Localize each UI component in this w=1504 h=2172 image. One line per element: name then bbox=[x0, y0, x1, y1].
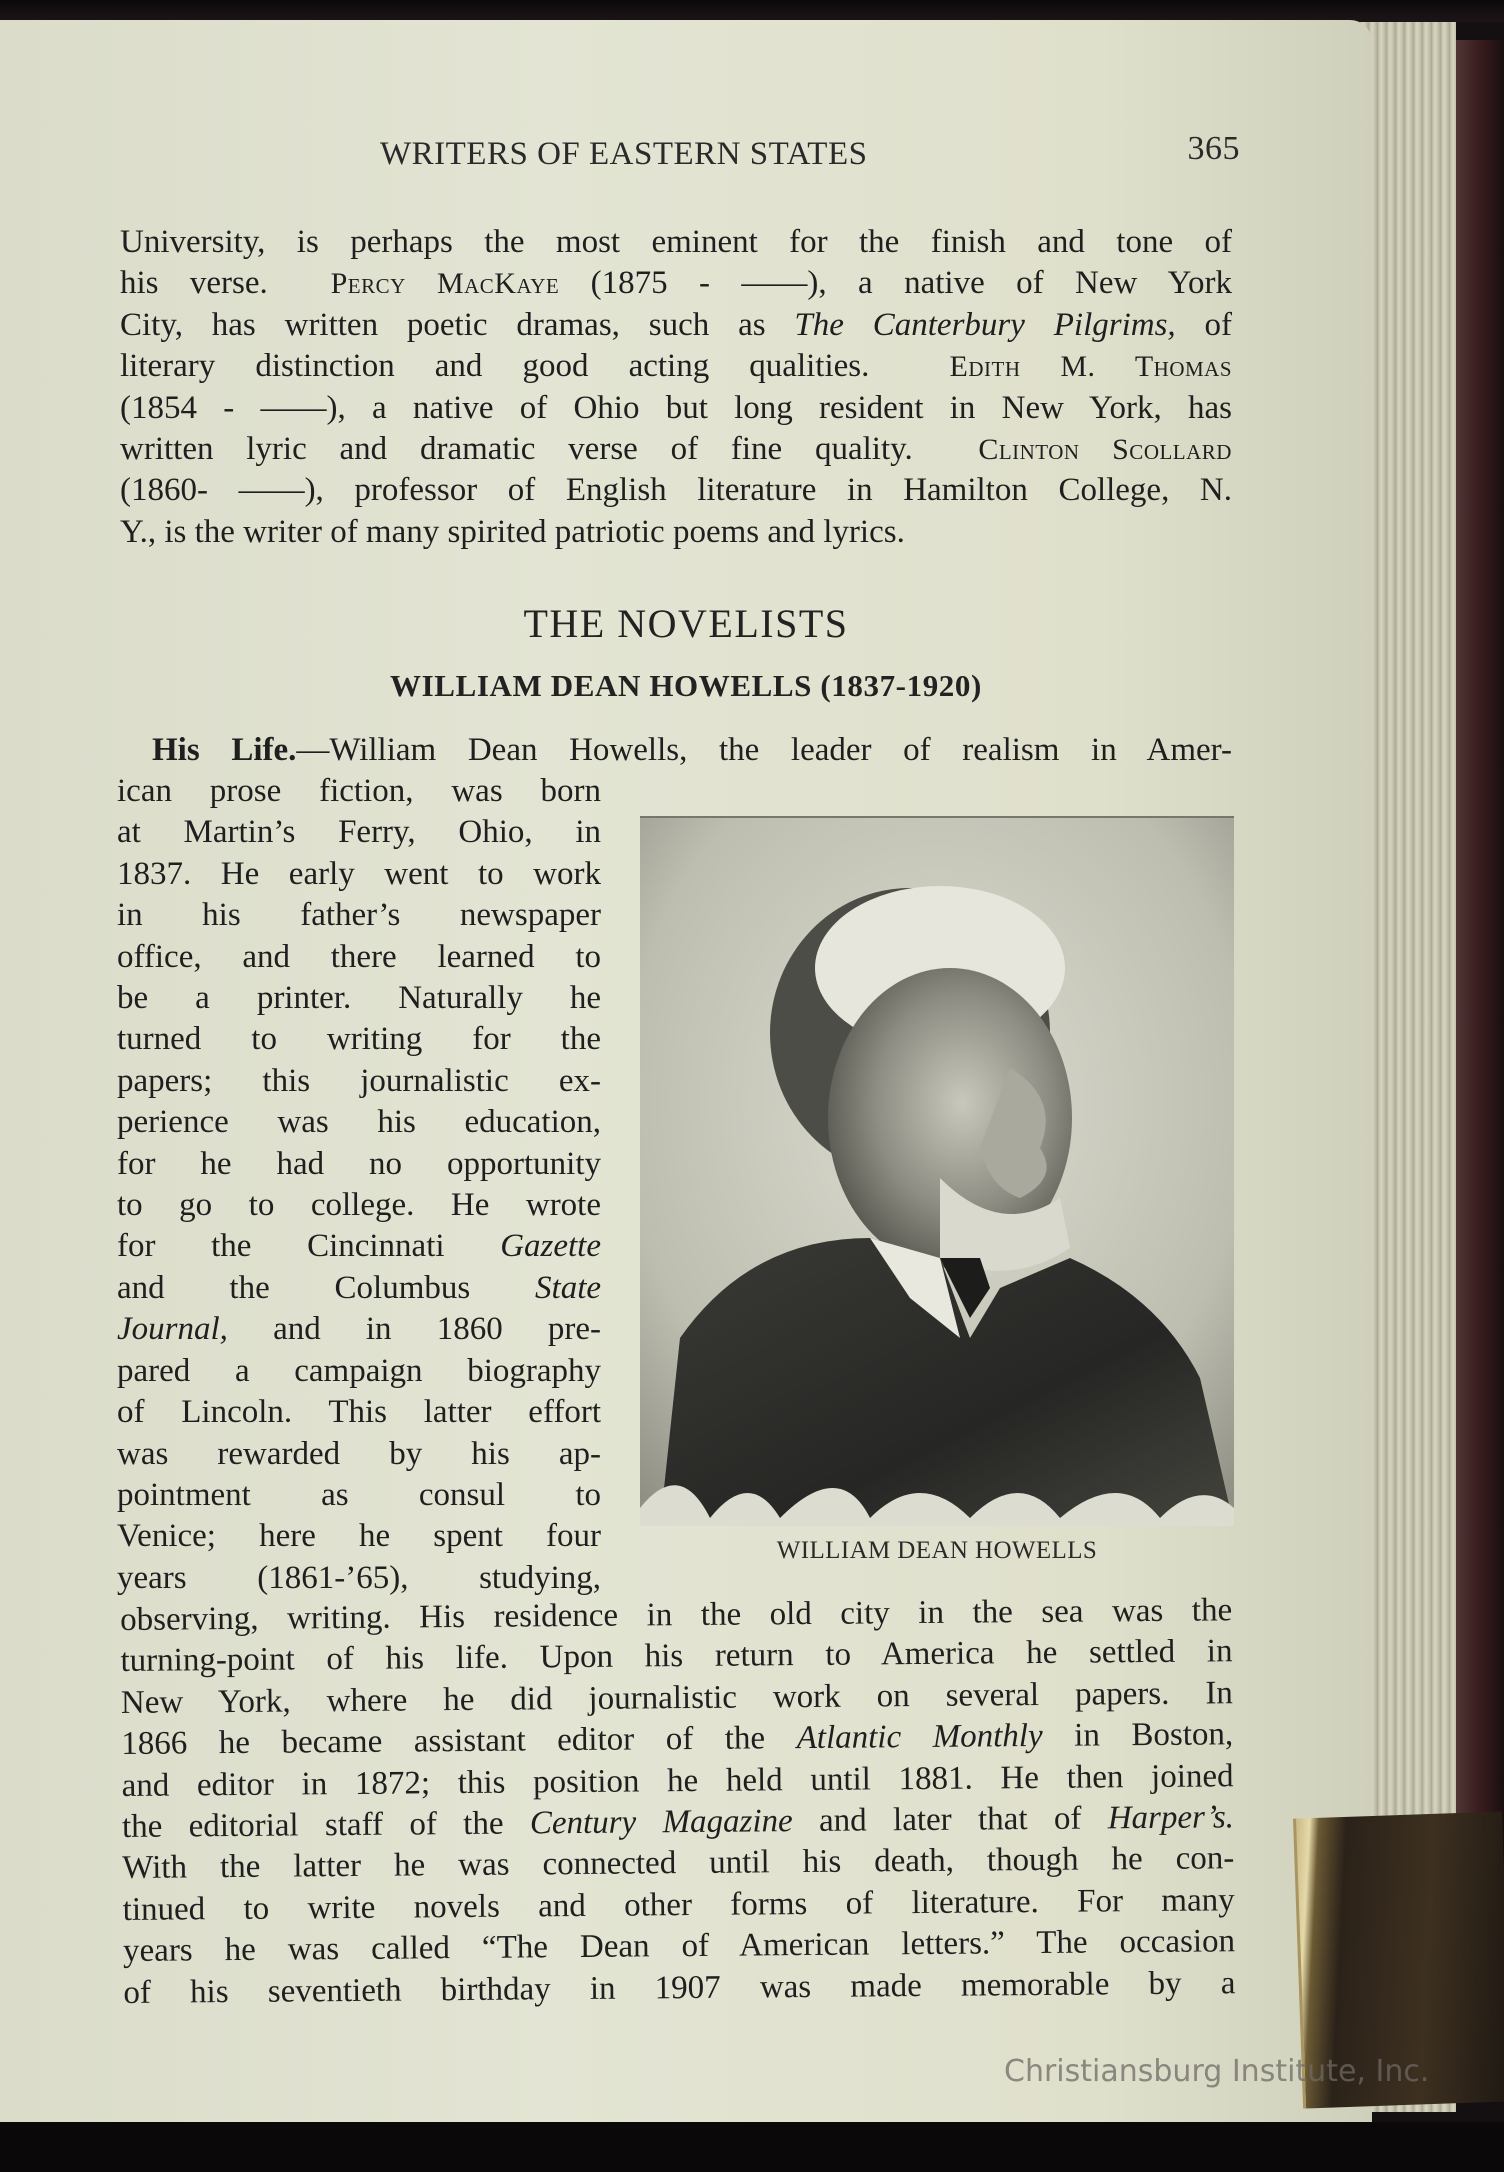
portrait-image bbox=[640, 816, 1234, 1526]
section-title: THE NOVELISTS bbox=[523, 601, 849, 646]
author-name: Clinton Scollard bbox=[978, 433, 1232, 467]
text-line: 1837. He early went to work bbox=[117, 855, 601, 892]
text-line: pared a campaign biography bbox=[117, 1352, 601, 1389]
work-title: Gazette bbox=[500, 1228, 601, 1265]
portrait-illustration bbox=[640, 818, 1234, 1526]
life-first-line: His Life.—William Dean Howells, the leader of realism in Amer- bbox=[152, 732, 1233, 768]
text-line: University, is perhaps the most eminent for the finish and tone of bbox=[120, 224, 1232, 260]
text-line: Journal, and in 1860 pre- bbox=[117, 1311, 601, 1348]
page-edges bbox=[1360, 22, 1456, 2112]
text-line: City, has written poetic dramas, such as The Canterbury Pilgrims, of bbox=[120, 306, 1233, 343]
text-line: papers; this journalistic ex- bbox=[117, 1062, 601, 1099]
text-line: and editor in 1872; this position he held until 1881. He then joined bbox=[121, 1757, 1234, 1804]
intro-paragraph bbox=[120, 222, 1232, 553]
text-line: and the Columbus State bbox=[117, 1269, 602, 1306]
text-line: the editorial staff of the Century Magazine and later that of Harper’s. bbox=[121, 1799, 1235, 1846]
text-line: for the Cincinnati Gazette bbox=[117, 1228, 601, 1265]
work-title: Journal, bbox=[117, 1311, 228, 1348]
text-line: written lyric and dramatic verse of fine quality. Clinton Scollard bbox=[120, 431, 1232, 468]
text-line: in his father’s newspaper bbox=[117, 897, 601, 934]
text-line: at Martin’s Ferry, Ohio, in bbox=[117, 814, 601, 851]
text-line: be a printer. Naturally he bbox=[117, 980, 601, 1017]
text-line: observing, writing. His residence in the old city in the sea was the bbox=[120, 1592, 1233, 1638]
top-background bbox=[0, 0, 1504, 22]
page-number: 365 bbox=[1187, 130, 1240, 167]
text-line: (1860- ——), professor of English literature in Hamilton College, N. bbox=[120, 472, 1232, 509]
text-line: With the latter he was connected until his death, though he con- bbox=[122, 1840, 1235, 1887]
work-title: Harper’s. bbox=[1107, 1799, 1235, 1837]
text-line: was rewarded by his ap- bbox=[117, 1435, 601, 1472]
work-title: The Canterbury Pilgrims, bbox=[794, 306, 1176, 343]
text-line: for he had no opportunity bbox=[117, 1145, 601, 1182]
text-line: years he was called “The Dean of American letters.” The occasion bbox=[122, 1923, 1236, 1970]
text-line: (1854 - ——), a native of Ohio but long resident in New York, has bbox=[120, 389, 1232, 426]
text-line: New York, where he did journalistic work on several papers. In bbox=[120, 1675, 1234, 1721]
work-title: State bbox=[535, 1269, 602, 1306]
author-name: Percy MacKaye bbox=[330, 267, 560, 301]
text-line: 1866 he became assistant editor of the Atlantic Monthly in Boston, bbox=[121, 1716, 1234, 1763]
run-in-heading: His Life. bbox=[152, 732, 297, 768]
text-line: turned to writing for the bbox=[117, 1021, 601, 1058]
text-line: literary distinction and good acting qualities. Edith M. Thomas bbox=[120, 348, 1232, 385]
author-name: Edith M. Thomas bbox=[949, 350, 1232, 384]
work-title: Atlantic Monthly bbox=[796, 1718, 1043, 1757]
text-line: perience was his education, bbox=[117, 1104, 601, 1141]
text-line: of his seventieth birthday in 1907 was made memorable by a bbox=[123, 1964, 1236, 2011]
bottom-background bbox=[0, 2122, 1504, 2172]
running-head: WRITERS OF EASTERN STATES bbox=[380, 136, 868, 172]
text-line: Y., is the writer of many spirited patriotic poems and lyrics. bbox=[120, 513, 905, 550]
text-line: ican prose fiction, was born bbox=[117, 773, 601, 809]
text-line: to go to college. He wrote bbox=[117, 1187, 601, 1224]
text-line: of Lincoln. This latter effort bbox=[117, 1394, 601, 1431]
watermark: Christiansburg Institute, Inc. bbox=[1004, 2054, 1430, 2089]
life-bottom-paragraph bbox=[120, 1590, 1236, 2014]
text-line: his verse. Percy MacKaye (1875 - ——), a native of New York bbox=[120, 265, 1233, 302]
text-line: office, and there learned to bbox=[117, 938, 601, 975]
portrait-caption: WILLIAM DEAN HOWELLS bbox=[776, 1537, 1098, 1564]
text-line: pointment as consul to bbox=[117, 1476, 601, 1513]
author-heading: WILLIAM DEAN HOWELLS (1837-1920) bbox=[390, 668, 982, 703]
text-line: turning-point of his life. Upon his return to America he settled in bbox=[120, 1633, 1233, 1680]
text-line: years (1861-’65), studying, bbox=[117, 1559, 601, 1596]
life-narrow-column bbox=[117, 771, 601, 1599]
work-title: Century Magazine bbox=[529, 1803, 793, 1842]
text-line: Venice; here he spent four bbox=[117, 1518, 601, 1555]
text-line: tinued to write novels and other forms of literature. For many bbox=[122, 1882, 1235, 1928]
